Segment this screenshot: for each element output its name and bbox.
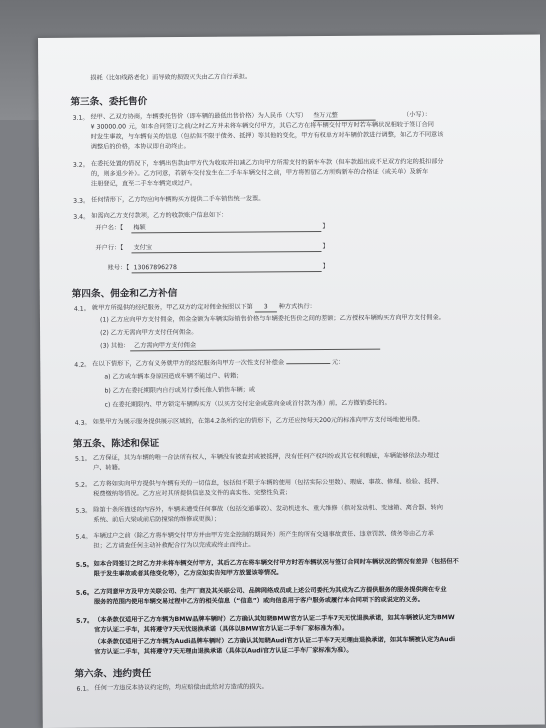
clause-text: （本条款仅适用于乙方车辆为Audi品牌车辆时）乙方确认其知晓Audi官方认证二手车7天无理由退换承诺，如其车辆被认定为Audi xyxy=(94,636,456,646)
clause-text: 官方认证二手车，其将遵守7天无理由退换承诺（具体以Audi官方认证二手车厂家标准为准）。 xyxy=(94,646,353,656)
option-3-label: (3) 其他： xyxy=(100,342,130,350)
underline xyxy=(132,271,322,273)
clause-text: 元： xyxy=(331,358,345,366)
amount-number-field[interactable]: ¥ 30000.00 xyxy=(90,123,127,131)
bracket-close: 】 xyxy=(322,222,329,231)
clause-text: 系统、前后大梁或前后防撞梁的维修或更换）； xyxy=(93,515,221,524)
bank-value[interactable]: 支付宝 xyxy=(133,244,153,252)
clause-number: 3.4。 xyxy=(73,213,90,221)
clause-5-7: （本条款仅适用于乙方车辆为BMW品牌车辆时）乙方确认其知晓BMW官方认证二手车7天无忧退换承诺，如其车辆被认定为BMW xyxy=(94,614,455,624)
account-number-label: 账号：【 xyxy=(107,264,130,272)
intro-line: 损耗（比如线路老化）而导致的损毁灭失由乙方自行承担。 xyxy=(90,73,252,82)
item-a: a) 乙方或车辆本身原因造成车辆不能过户、转籍； xyxy=(104,372,243,381)
account-number-value[interactable]: 13067896278 xyxy=(133,264,177,272)
clause-text: 户、转籍。 xyxy=(92,464,124,472)
clause-number: 3.3。 xyxy=(73,197,90,205)
clause-3-3: 任何情形下，乙方均应向车辆购买方提供二手车销售统一发票。 xyxy=(91,195,265,204)
underline xyxy=(131,231,321,233)
clause-5-3: 除第十条所描述的内容外，车辆未遭受任何事故（包括交通事故）、发动机进水、重大维修（指对发动机、变速箱、离合器、转向 xyxy=(93,504,443,514)
clause-text: 服务的范围内使用车辆交易过程中乙方的相关信息（“信息”）或向信息用于客户服务或履行本合同项下的或说定的义务。 xyxy=(93,596,424,606)
clause-5-4: 车辆过户之前（除乙方将车辆交付甲方并由甲方完全控制的期间外）所产生的所有交通事故责任、违章罚款、债务等由乙方承 xyxy=(93,530,434,540)
option-2: (2) 乙方无需向甲方支付任何佣金。 xyxy=(100,328,198,337)
clause-text: 注册登记，直至二手车车辆完成过户。 xyxy=(90,179,197,188)
clause-text: 元，如本合同签订之前/之时乙方并未将车辆交付甲方，其后乙方在将车辆交付甲方时若车辆状况相较于签订合同 xyxy=(128,121,434,131)
clause-text: 调整后的价格，本协议即自动终止。 xyxy=(90,142,190,151)
section4-title: 第四条、佣金和乙方补信 xyxy=(71,288,178,300)
clause-number: 5.5。 xyxy=(75,561,93,569)
clause-number: 4.1。 xyxy=(73,305,90,313)
commission-option-field[interactable]: 3 xyxy=(255,302,277,312)
bracket-close: 】 xyxy=(322,242,329,251)
clause-number: 5.7。 xyxy=(76,617,94,625)
clause-4-2 xyxy=(92,358,344,369)
clause-number: 5.1。 xyxy=(74,455,91,463)
account-holder-label: 开户名：【 xyxy=(95,224,124,232)
clause-text: 担；乙方请查任何主动补救配合行为以完成或终止而终止。 xyxy=(93,541,255,550)
clause-text: 在以下情形下，乙方有义务就甲方的经纪服务向甲方一次性支付补偿金 xyxy=(92,359,285,368)
clause-text: 时发生事故，与车辆有关的信息（包括但不限于债务、抵押）等其他的变化，甲方有权单方对车辆价款进行调整，如乙方不同意该 xyxy=(90,131,444,141)
clause-text: 种方式执行： xyxy=(278,303,316,311)
bracket-close: 】 xyxy=(322,262,329,271)
clause-text: 限于发生事故或者其他变化等），乙方应如实告知甲方放置该等情况。 xyxy=(93,569,283,578)
bank-label: 开户行：【 xyxy=(95,244,124,252)
section3-title: 第三条、委托售价 xyxy=(70,96,148,108)
clause-number: 5.3。 xyxy=(75,507,92,515)
account-holder-value[interactable]: 梅颖 xyxy=(133,224,146,232)
clause-text: 就甲方所提供的经纪服务，甲乙双方约定对佣金按照以下第 xyxy=(91,303,253,312)
clause-5-5: 如本合同签订之时乙方并未将车辆交付甲方，其后乙方在将车辆交付甲方时若车辆状况与签订合同时车辆状况的情况有差异（包括但不 xyxy=(93,558,459,568)
clause-text: 官方认证二手车，其将遵守7天无忧退换承诺（具体以BMW官方认证二手车厂家标准为准）。 xyxy=(94,624,349,634)
clause-number: 6.1。 xyxy=(76,685,93,693)
compensation-field[interactable] xyxy=(286,363,330,364)
clause-4-1 xyxy=(92,302,316,314)
clause-number: 4.3。 xyxy=(74,419,91,427)
clause-6-1: 任何一方违反本协议约定的，均应赔偿由此给对方造成的损失。 xyxy=(94,683,268,692)
clause-text: （小写）： xyxy=(403,111,431,119)
clause-text: 税费缴纳等情况。乙方应对其所提供信息及文件的真实性、完整性负责； xyxy=(93,489,292,498)
amount-words-field[interactable]: 叁万元整 xyxy=(313,111,375,121)
clause-3-2: 在委托处置的情况下，车辆出售款由甲方代为收取并扣减乙方向甲方所需支付的新车车款（但车款超出或不足双方约定的抵扣部分 xyxy=(90,158,444,168)
clause-number: 3.2。 xyxy=(72,161,89,169)
clause-number: 3.1。 xyxy=(72,114,89,122)
section6-title: 第六条、违约责任 xyxy=(74,668,152,680)
clause-text: 经甲、乙双方协商，车辆委托售价（即车辆的最低出售价格）为人民币（大写） xyxy=(90,112,308,121)
clause-5-1: 乙方保证，其为车辆的唯一合法所有权人，车辆没有被查封或被抵押，没有任何产权纠纷或其它权利瑕疵，车辆能够依法办理过 xyxy=(92,452,440,462)
item-c: c) 在委托期限内、甲方锁定车辆购买方（以买方交付定金或意向金或首付款为准）前，乙方撤销委托的。 xyxy=(104,399,391,409)
clause-3-4: 如需向乙方支付款项，乙方的收款账户信息如下： xyxy=(91,211,228,220)
option-3-value[interactable]: 乙方需向甲方支付佣金 xyxy=(134,341,197,350)
clause-5-2: 乙方将如实向甲方提供与车辆有关的一切信息，包括但不限于车辆的使用（包括实际公里数）、瑕疵、事故、修理、检验、抵押、 xyxy=(93,478,443,488)
section5-title: 第五条、陈述和保证 xyxy=(72,438,160,450)
clause-number: 5.6。 xyxy=(75,589,94,597)
option-1: (1) 乙方应向甲方支付佣金，佣金金额为车辆实际销售价格与车辆委托售价之间的差额；乙方授权车辆购买方向甲方支付佣金。 xyxy=(99,314,445,324)
clause-number: 4.2。 xyxy=(74,361,91,369)
contract-page xyxy=(38,34,545,727)
clause-number: 5.4。 xyxy=(75,533,92,541)
clause-text: 的，则多退少补）。乙方同意，若新车交付发生在二手车车辆交付之前，甲方将暂留乙方所购新车的合格证（或关单）及新车 xyxy=(90,168,429,178)
clause-number: 5.2。 xyxy=(75,481,92,489)
clause-5-6: 乙方同意甲方及甲方关联公司、生产厂商及其关联公司、品牌网络成员或上述公司委托为其成为乙方提供服务的服务提供商在专业 xyxy=(93,586,447,596)
item-b: b) 乙方在委托期限内自行或另行委托他人销售车辆；或 xyxy=(104,386,256,395)
underline xyxy=(131,251,321,253)
clause-4-3: 如果甲方为展示服务提供展示区域的，在第4.2条所约定的情形下，乙方还应按每天200元的标准向甲方支付场地使用费。 xyxy=(92,416,424,426)
